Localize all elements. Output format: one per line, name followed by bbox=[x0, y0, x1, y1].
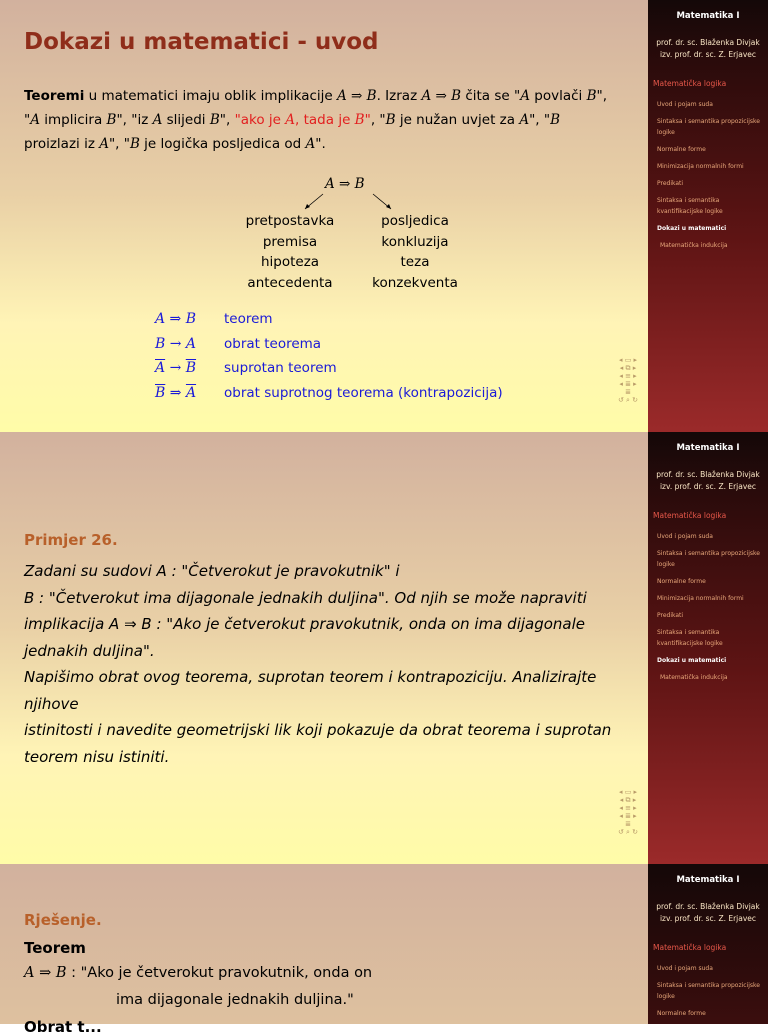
sidebar bbox=[648, 0, 768, 432]
nav-subsection-icon[interactable]: ◂ ⧉ ▸ bbox=[619, 796, 637, 804]
sidebar-item[interactable]: Sintaksa i semantika kvantifikacijske logike bbox=[657, 197, 723, 215]
diagram-left-column: pretpostavka premisa hipoteza antecedenta bbox=[245, 213, 335, 291]
nav-frame-icon[interactable]: ◂ ▭ ▸ bbox=[618, 356, 638, 364]
sidebar-items bbox=[657, 963, 765, 1025]
sidebar-item[interactable]: Sintaksa i semantika propozicijske logike bbox=[657, 982, 761, 1000]
solution-line-2: ima dijagonale jednakih duljina." bbox=[116, 992, 354, 1008]
sidebar-item[interactable]: Uvod i pojam suda bbox=[657, 101, 713, 108]
sidebar-items bbox=[657, 99, 765, 257]
sidebar-section[interactable]: Matematička logika bbox=[653, 943, 727, 952]
sidebar-item[interactable]: Normalne forme bbox=[657, 578, 706, 585]
beamer-navigation[interactable] bbox=[612, 788, 644, 860]
theorem-variants-table bbox=[155, 307, 503, 405]
nav-frame-icon[interactable]: ◂ ▭ ▸ bbox=[618, 788, 638, 796]
highlight-red: "ako je A, tada je B" bbox=[234, 112, 371, 128]
page-title: Dokazi u matematici - uvod bbox=[24, 29, 379, 55]
slide-main bbox=[0, 0, 648, 432]
slide-2 bbox=[0, 432, 768, 864]
solution-cut: Obrat t... bbox=[24, 1018, 102, 1036]
sidebar-item[interactable]: Uvod i pojam suda bbox=[657, 965, 713, 972]
course-title: Matematika I bbox=[676, 875, 740, 885]
nav-subsection-icon[interactable]: ◂ ⧉ ▸ bbox=[619, 364, 637, 372]
nav-search-icon[interactable]: ↺ ⌕ ↻ bbox=[617, 396, 639, 404]
variant-row: B → A obrat teorema bbox=[155, 335, 322, 352]
nav-section-icon[interactable]: ◂ ≡ ▸ bbox=[619, 372, 637, 380]
slide-1 bbox=[0, 0, 768, 432]
sidebar-item[interactable]: Normalne forme bbox=[657, 146, 706, 153]
sidebar bbox=[648, 864, 768, 1024]
solution-subheading: Teorem bbox=[24, 939, 86, 957]
sidebar-item[interactable]: Predikati bbox=[657, 180, 684, 187]
variant-row: $\overline{B}$ ⇒ $\overline{A}$ obrat suprotnog teorema (kontrapozicija) bbox=[155, 384, 503, 401]
sidebar-item[interactable]: Predikati bbox=[657, 612, 684, 619]
sidebar-section[interactable]: Matematička logika bbox=[653, 511, 727, 520]
sidebar bbox=[648, 432, 768, 864]
beamer-navigation[interactable] bbox=[612, 356, 644, 428]
sidebar-item[interactable]: Uvod i pojam suda bbox=[657, 533, 713, 540]
nav-doc-icon[interactable]: ◂ ≣ ▸ bbox=[619, 812, 637, 820]
nav-align-icon[interactable]: ≣ bbox=[625, 820, 631, 828]
course-title: Matematika I bbox=[676, 11, 740, 21]
sidebar-item[interactable]: Sintaksa i semantika kvantifikacijske logike bbox=[657, 629, 723, 647]
diagram-formula: A ⇒ B bbox=[325, 176, 365, 192]
slide-main bbox=[0, 432, 648, 864]
nav-search-icon[interactable]: ↺ ⌕ ↻ bbox=[617, 828, 639, 836]
authors: prof. dr. sc. Blaženka Divjak izv. prof. dr. sc. Z. Erjavec bbox=[656, 470, 760, 491]
solution-heading: Rješenje. bbox=[24, 911, 102, 929]
sidebar-item-active[interactable]: Dokazi u matematici bbox=[657, 225, 727, 232]
diagram-right-column: posljedica konkluzija teza konzekventa bbox=[372, 213, 458, 291]
solution-line-1: A ⇒ B : "Ako je četverokut pravokutnik, onda on bbox=[24, 965, 373, 981]
example-text: Zadani su sudovi A : "Četverokut je pravokutnik" i B : "Četverokut ima dijagonale jednakih duljina". Od njih se može napraviti implikacija A ⇒ B : "Ako je četverokut pravokutnik, onda on ima dijagonale jednakih duljina". Napišimo obrat ovog teorema, suprotan teorem i kontrapoziciju. Analizirajte njihove istinitosti i navedite geometrijski lik koji pokazuje da obrat teorema i suprotan teorem nisu istiniti. bbox=[24, 562, 612, 766]
sidebar-item[interactable]: Sintaksa i semantika propozicijske logike bbox=[657, 550, 761, 568]
intro-paragraph: Teoremi u matematici imaju oblik implikacije A ⇒ B. Izraz A ⇒ B čita se "A povlači B", "A implicira B", "iz A slijedi B", "ako je A, tada je B", "B je nužan uvjet za A", "B proizlazi iz A", "B je logička posljedica od A". bbox=[24, 88, 607, 152]
sidebar-item-active[interactable]: Dokazi u matematici bbox=[657, 657, 727, 664]
sidebar-item[interactable]: Sintaksa i semantika propozicijske logike bbox=[657, 118, 761, 136]
slide-3 bbox=[0, 864, 768, 1036]
variant-row: A ⇒ B teorem bbox=[155, 311, 273, 328]
nav-doc-icon[interactable]: ◂ ≣ ▸ bbox=[619, 380, 637, 388]
nav-section-icon[interactable]: ◂ ≡ ▸ bbox=[619, 804, 637, 812]
sidebar-item[interactable]: Normalne forme bbox=[657, 1010, 706, 1017]
authors: prof. dr. sc. Blaženka Divjak izv. prof. dr. sc. Z. Erjavec bbox=[656, 38, 760, 59]
intro-bold: Teoremi bbox=[24, 88, 85, 104]
course-title: Matematika I bbox=[676, 443, 740, 453]
sidebar-items bbox=[657, 531, 765, 689]
sidebar-item[interactable]: Minimizacija normalnih formi bbox=[657, 163, 744, 170]
sidebar-item[interactable]: Minimizacija normalnih formi bbox=[657, 595, 744, 602]
nav-align-icon[interactable]: ≣ bbox=[625, 388, 631, 396]
variant-row: $\overline{A} \to \overline{B}$ suprotan teorem bbox=[155, 360, 337, 377]
sidebar-item[interactable]: Matematička indukcija bbox=[660, 242, 728, 249]
slide-main bbox=[0, 864, 648, 1036]
authors: prof. dr. sc. Blaženka Divjak izv. prof. dr. sc. Z. Erjavec bbox=[656, 902, 760, 923]
example-heading: Primjer 26. bbox=[24, 531, 118, 549]
sidebar-item[interactable]: Matematička indukcija bbox=[660, 674, 728, 681]
sidebar-section[interactable]: Matematička logika bbox=[653, 79, 727, 88]
